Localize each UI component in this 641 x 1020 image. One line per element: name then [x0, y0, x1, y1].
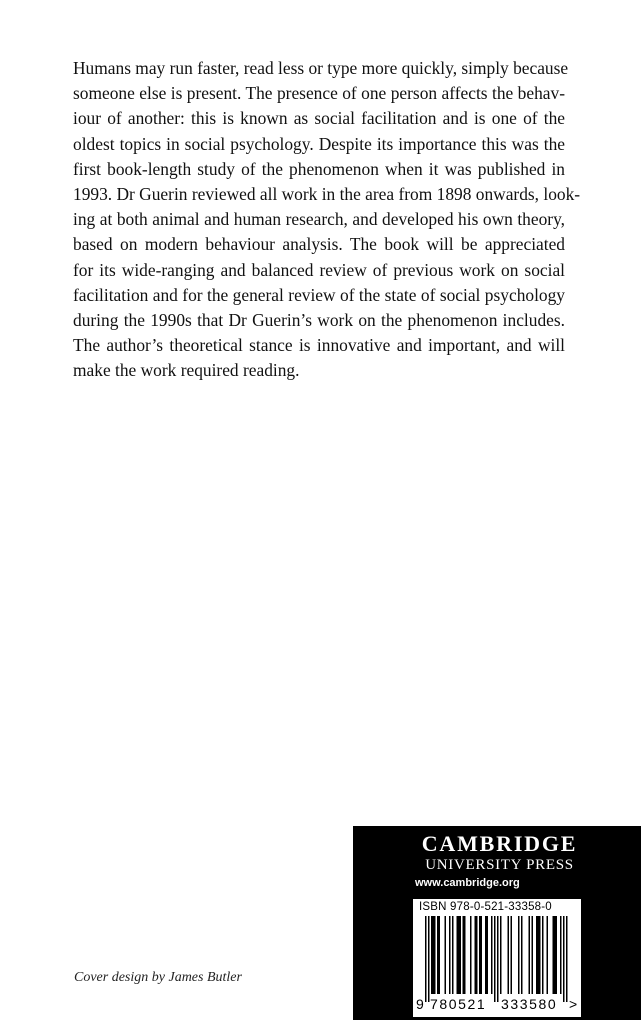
barcode-bar [539, 916, 541, 994]
barcode-bar [470, 916, 472, 994]
blurb-text [73, 56, 581, 384]
barcode-bars [413, 916, 581, 1002]
barcode-bar [476, 916, 478, 994]
isbn-label: ISBN 978-0-521-33358-0 [419, 901, 552, 913]
ean-quiet-mark: > [569, 996, 578, 1012]
barcode-guard-bar [425, 916, 427, 1002]
barcode-bar [437, 916, 439, 994]
blurb-line: facilitation and for the general review of the state of social psychology [73, 284, 565, 305]
barcode-bar [457, 916, 459, 994]
barcode-bar [538, 916, 540, 994]
barcode-bar [449, 916, 451, 994]
blurb-line: The author’s theoretical stance is innovative and important, and will [73, 335, 565, 356]
barcode-bar [475, 916, 477, 994]
ean-digits [413, 996, 581, 1016]
barcode-bar [491, 916, 493, 994]
barcode-bar [452, 916, 454, 994]
barcode-bar [553, 916, 555, 994]
barcode-bar [485, 916, 487, 994]
barcode-bar [460, 916, 462, 994]
blurb-line: oldest topics in social psychology. Despite its importance this was the [73, 133, 565, 154]
barcode-guard-bar [566, 916, 568, 1002]
barcode-guard-bar [563, 916, 565, 1002]
barcode-bar [464, 916, 466, 994]
barcode-bar [463, 916, 465, 994]
barcode-guard-bar [428, 916, 430, 1002]
barcode-bar [518, 916, 520, 994]
barcode-guard-bar [497, 916, 499, 1002]
ean-left-digits: 780521 [430, 996, 487, 1012]
barcode-bar [508, 916, 510, 994]
blurb-line: iour of another: this is known as social facilitation and is one of the [73, 108, 565, 129]
barcode [413, 899, 581, 1017]
barcode-bar [434, 916, 436, 994]
barcode-bar [458, 916, 460, 994]
blurb-line: make the work required reading. [73, 360, 300, 381]
barcode-bar [500, 916, 502, 994]
barcode-bar [521, 916, 523, 994]
barcode-bar [547, 916, 549, 994]
blurb-line: ing at both animal and human research, and developed his own theory, [73, 209, 565, 230]
blurb-line: Humans may run faster, read less or type more quickly, simply because [73, 58, 569, 78]
barcode-bar [542, 916, 544, 994]
barcode-bar [479, 916, 481, 994]
barcode-bar [433, 916, 435, 994]
barcode-bar [487, 916, 489, 994]
blurb-line: first book-length study of the phenomenon when it was published in [73, 158, 565, 179]
barcode-bar [556, 916, 558, 994]
blurb-line: for its wide-ranging and balanced review of previous work on social [73, 259, 565, 280]
ean-lead-digit: 9 [416, 996, 424, 1012]
barcode-bar [560, 916, 562, 994]
publisher-name: CAMBRIDGE [421, 831, 578, 856]
barcode-bar [532, 916, 534, 994]
publisher-subtitle: UNIVERSITY PRESS [425, 857, 574, 873]
publisher-url: www.cambridge.org [415, 877, 520, 889]
ean-right-digits: 333580 [501, 996, 558, 1012]
barcode-bar [554, 916, 556, 994]
barcode-bar [431, 916, 433, 994]
blurb-line: based on modern behaviour analysis. The book will be appreciated [73, 234, 565, 255]
cover-design-credit: Cover design by James Butler [74, 970, 242, 985]
blurb-line: someone else is present. The presence of one person affects the behav- [73, 83, 565, 104]
barcode-bar [511, 916, 513, 994]
barcode-bar [439, 916, 441, 994]
barcode-bar [529, 916, 531, 994]
blurb-line: during the 1990s that Dr Guerin’s work on the phenomenon includes. [73, 310, 565, 331]
barcode-bar [536, 916, 538, 994]
barcode-guard-bar [494, 916, 496, 1002]
barcode-bar [445, 916, 447, 994]
barcode-bar [481, 916, 483, 994]
blurb-line: 1993. Dr Guerin reviewed all work in the area from 1898 onwards, look- [73, 184, 581, 205]
